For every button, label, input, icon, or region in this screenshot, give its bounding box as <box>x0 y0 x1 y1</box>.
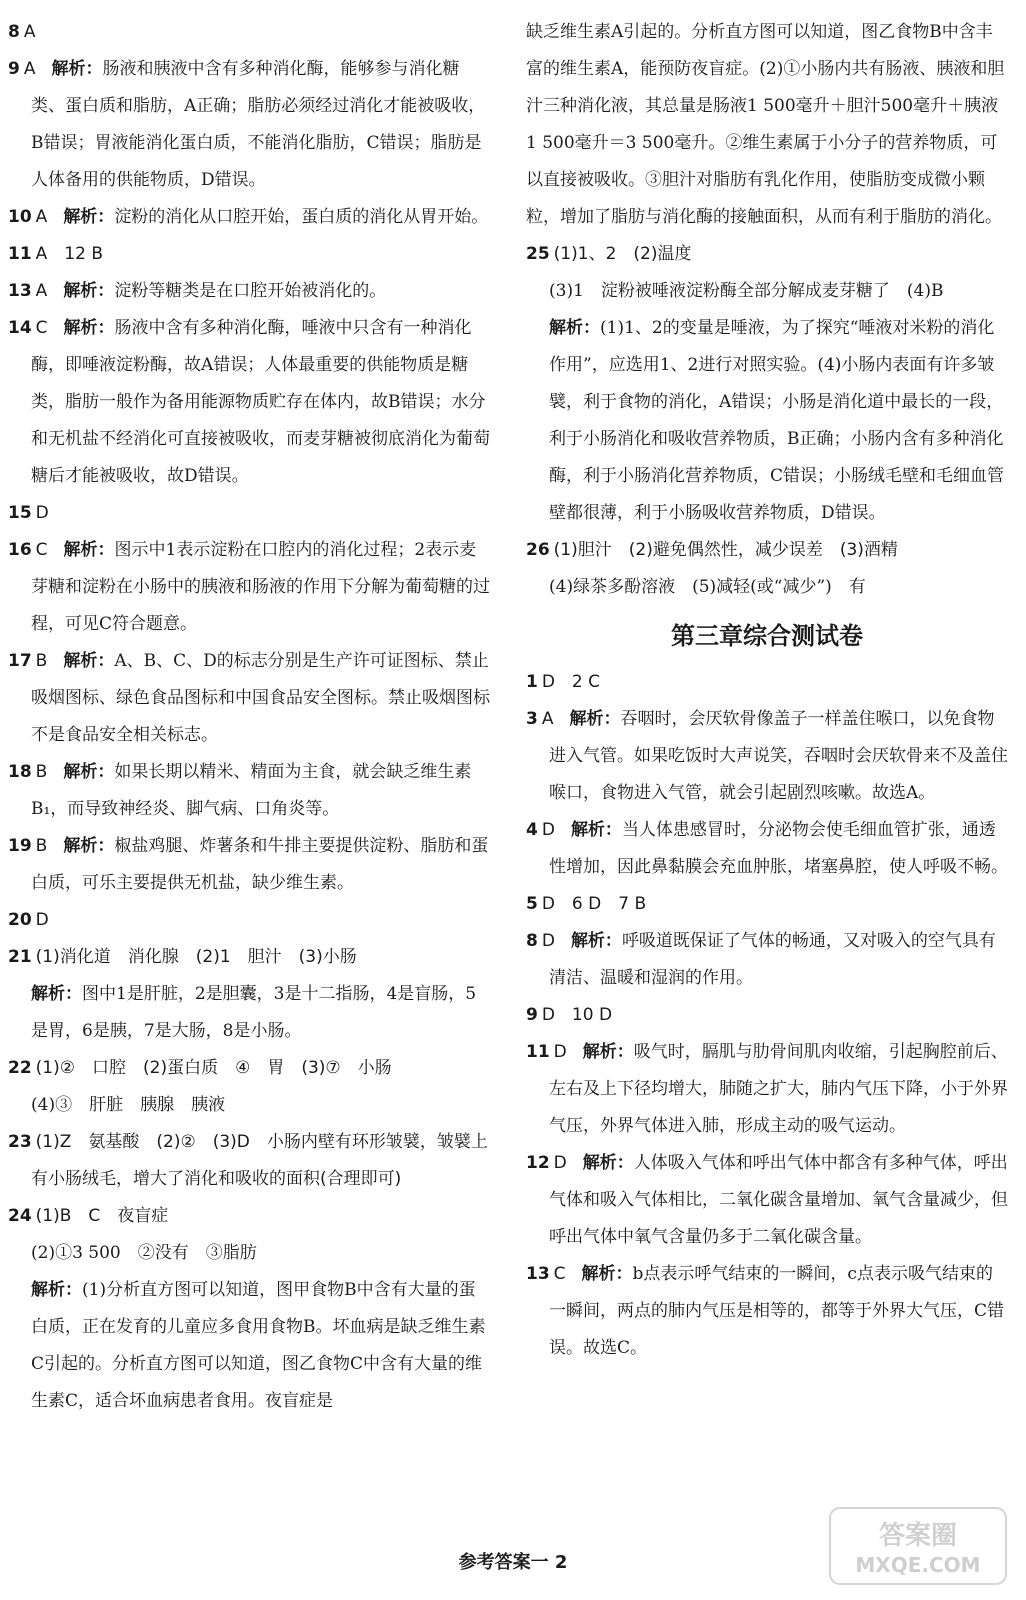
answer-entry <box>8 1124 490 1198</box>
answer-entry <box>526 1034 1008 1145</box>
question-number: 15 <box>8 503 32 523</box>
question-number: 25 <box>526 244 550 264</box>
analysis-label: 解析： <box>582 1153 634 1173</box>
analysis-label: 解析： <box>51 59 103 79</box>
answer-value: (1)② 口腔 (2)蛋白质 ④ 胃 (3)⑦ 小肠 <box>35 1058 392 1078</box>
question-number: 12 <box>526 1153 550 1173</box>
answer-value: D 6 D 7 B <box>541 894 647 914</box>
analysis-text: 吸气时，膈肌与肋骨间肌肉收缩，引起胸腔前后、左右及上下径均增大，肺随之扩大，肺内气压下降，小于外界气压，外界气体进入肺，形成主动的吸气运动。 <box>549 1042 1008 1136</box>
question-number: 16 <box>8 540 32 560</box>
analysis-text: 吞咽时，会厌软骨像盖子一样盖住喉口，以免食物进入气管。如果吃饭时大声说笑，吞咽时会厌软骨来不及盖住喉口，食物进入气管，就会引起剧烈咳嗽。故选A。 <box>549 709 1008 803</box>
answer-value: A <box>541 709 554 729</box>
answer-entry <box>8 14 490 51</box>
question-number: 9 <box>526 1005 538 1025</box>
question-number: 11 <box>526 1042 550 1062</box>
answer-entry <box>526 1256 1008 1367</box>
question-number: 4 <box>526 820 538 840</box>
answer-entry <box>8 495 490 532</box>
answer-value: (1)消化道 消化腺 (2)1 胆汁 (3)小肠 <box>35 947 357 967</box>
analysis-text: A、B、C、D的标志分别是生产许可证图标、禁止吸烟图标、绿色食品图标和中国食品安全图标。禁止吸烟图标不是食品安全相关标志。 <box>31 651 490 745</box>
answer-value: C <box>35 318 48 338</box>
watermark-text-cn: 答案圈 <box>878 1521 958 1551</box>
analysis-text: 淀粉的消化从口腔开始，蛋白质的消化从胃开始。 <box>114 207 489 227</box>
answer-value: A <box>23 22 36 42</box>
answer-entry <box>8 532 490 643</box>
answer-continuation: (4)③ 肝脏 胰腺 胰液 <box>31 1095 226 1115</box>
answers-chapter2-end <box>526 236 1008 606</box>
question-number: 26 <box>526 540 550 560</box>
answer-value: D <box>541 820 555 840</box>
answer-value: A <box>23 59 36 79</box>
answer-value: D <box>35 503 49 523</box>
analysis-text: 如果长期以精米、精面为主食，就会缺乏维生素B₁，而导致神经炎、脚气病、口角炎等。 <box>31 762 472 819</box>
answer-value: D <box>35 910 49 930</box>
question-number: 8 <box>526 931 538 951</box>
answer-entry <box>8 1050 490 1087</box>
answer-entry <box>8 643 490 754</box>
analysis-text: 人体吸入气体和呼出气体中都含有多种气体，呼出气体和吸入气体相比，二氧化碳含量增加、氧气含量减少，但呼出气体中氧气含量仍多于二氧化碳含量。 <box>549 1153 1008 1247</box>
question-number: 13 <box>8 281 32 301</box>
section-title: 第三章综合测试卷 <box>671 622 863 650</box>
analysis-label: 解析： <box>63 207 115 227</box>
analysis-text: 图中1是肝脏，2是胆囊，3是十二指肠，4是盲肠，5是胃，6是胰，7是大肠，8是小肠。 <box>31 984 477 1041</box>
question-number: 13 <box>526 1264 550 1284</box>
answer-entry <box>526 997 1008 1034</box>
answer-value: B <box>35 762 48 782</box>
analysis-text: 呼吸道既保证了气体的畅通，又对吸入的空气具有清洁、温暖和湿润的作用。 <box>549 931 996 988</box>
analysis-text: 图示中1表示淀粉在口腔内的消化过程；2表示麦芽糖和淀粉在小肠中的胰液和肠液的作用下分解为葡萄糖的过程，可见C符合题意。 <box>31 540 490 634</box>
answer-continuation: (2)①3 500 ②没有 ③脂肪 <box>31 1243 257 1263</box>
question-number: 20 <box>8 910 32 930</box>
page-footer: 参考答案一 2 <box>458 1552 568 1573</box>
analysis-label: 解析： <box>570 820 622 840</box>
answer-entry <box>8 199 490 236</box>
question-number: 14 <box>8 318 32 338</box>
answer-continuation: (3)1 淀粉被唾液淀粉酶全部分解成麦芽糖了 (4)B <box>549 281 944 301</box>
answer-value: D <box>541 931 555 951</box>
question-number: 1 <box>526 672 538 692</box>
question-number: 19 <box>8 836 32 856</box>
question-number: 11 <box>8 244 32 264</box>
analysis-label: 解析： <box>63 651 115 671</box>
answer-entry <box>8 310 490 495</box>
answer-value: A 12 B <box>35 244 103 264</box>
answer-entry <box>526 664 1008 701</box>
analysis-block <box>526 310 1008 532</box>
right-column <box>526 14 1008 1367</box>
analysis-text: 当人体患感冒时，分泌物会使毛细血管扩张，通透性增加，因此鼻黏膜会充血肿胀，堵塞鼻腔，使人呼吸不畅。 <box>549 820 1008 877</box>
analysis-label: 解析： <box>569 709 621 729</box>
question-number: 24 <box>8 1206 32 1226</box>
analysis-block <box>8 1272 490 1420</box>
question-number: 3 <box>526 709 538 729</box>
answer-entry <box>8 754 490 828</box>
answer-value: B <box>35 651 48 671</box>
answer-entry <box>8 902 490 939</box>
analysis-label: 解析： <box>31 1280 82 1300</box>
analysis-label: 解析： <box>549 318 600 338</box>
answer-entry <box>8 236 490 273</box>
analysis-label: 解析： <box>63 318 115 338</box>
analysis-text: b点表示呼气结束的一瞬间，c点表示吸气结束的一瞬间，两点的肺内气压是相等的，都等于外界大气压，C错误。故选C。 <box>549 1264 1005 1358</box>
answer-value: (1)Z 氨基酸 (2)② (3)D 小肠内壁有环形皱襞，皱襞上有小肠绒毛，增大了消化和吸收的面积(合理即可) <box>31 1132 488 1189</box>
answer-value: B <box>35 836 48 856</box>
answer-value: (1)1、2 (2)温度 <box>553 244 692 264</box>
analysis-text: 肠液和胰液中含有多种消化酶，能够参与消化糖类、蛋白质和脂肪，A正确；脂肪必须经过消化才能被吸收，B错误；胃液能消化蛋白质，不能消化脂肪，C错误；脂肪是人体备用的供能物质，D错误。 <box>31 59 486 190</box>
answer-value: (1)B C 夜盲症 <box>35 1206 169 1226</box>
analysis-label: 解析： <box>581 1264 633 1284</box>
analysis-block <box>8 976 490 1050</box>
watermark-logo <box>828 1506 1008 1586</box>
answer-value: D 10 D <box>541 1005 613 1025</box>
watermark-text-en: MXQE.COM <box>855 1553 981 1577</box>
answer-entry <box>8 273 490 310</box>
analysis-label: 解析： <box>63 540 115 560</box>
question-number: 8 <box>8 22 20 42</box>
answer-entry <box>526 886 1008 923</box>
analysis-label: 解析： <box>63 762 115 782</box>
analysis-text: (1)分析直方图可以知道，图甲食物B中含有大量的蛋白质，正在发育的儿童应多食用食物B。坏血病是缺乏维生素C引起的。分析直方图可以知道，图乙食物C中含有大量的维生素C，适合坏血病患者食用。夜盲症是 <box>31 1280 486 1411</box>
analysis-text: 肠液中含有多种消化酶，唾液中只含有一种消化酶，即唾液淀粉酶，故A错误；人体最重要的供能物质是糖类，脂肪一般作为备用能源物质贮存在体内，故B错误；水分和无机盐不经消化可直接被吸收，而麦芽糖被彻底消化为葡萄糖后才能被吸收，故D错误。 <box>31 318 490 486</box>
analysis-label: 解析： <box>570 931 622 951</box>
answer-entry <box>526 701 1008 812</box>
answer-continuation: (4)绿茶多酚溶液 (5)减轻(或“减少”) 有 <box>549 577 866 597</box>
question-number: 5 <box>526 894 538 914</box>
analysis-label: 解析： <box>63 281 115 301</box>
question-number: 10 <box>8 207 32 227</box>
answer-entry <box>526 532 1008 569</box>
analysis-text: (1)1、2的变量是唾液，为了探究“唾液对米粉的消化作用”，应选用1、2进行对照实验。(4)小肠内表面有许多皱襞，利于食物的消化，A错误；小肠是消化道中最长的一段，利于小肠消化和吸收营养物质，B正确；小肠内含有多种消化酶，利于小肠消化营养物质，C错误；小肠绒毛壁和毛细血管壁都很薄，利于小肠吸收营养物质，D错误。 <box>549 318 1005 523</box>
question-number: 21 <box>8 947 32 967</box>
question-number: 18 <box>8 762 32 782</box>
answer-entry <box>526 812 1008 886</box>
analysis-text: 椒盐鸡腿、炸薯条和牛排主要提供淀粉、脂肪和蛋白质，可乐主要提供无机盐，缺少维生素。 <box>31 836 489 893</box>
question-number: 17 <box>8 651 32 671</box>
analysis-label: 解析： <box>63 836 115 856</box>
analysis-label: 解析： <box>582 1042 634 1062</box>
answer-entry <box>526 923 1008 997</box>
answer-entry <box>8 1198 490 1235</box>
answer-entry <box>8 51 490 199</box>
answer-value: D <box>553 1153 567 1173</box>
question-number: 9 <box>8 59 20 79</box>
answer-value: D 2 C <box>541 672 601 692</box>
analysis-label: 解析： <box>31 984 82 1004</box>
answer-value: A <box>35 207 48 227</box>
question-number: 22 <box>8 1058 32 1078</box>
question-number: 23 <box>8 1132 32 1152</box>
answer-entry <box>526 1145 1008 1256</box>
answer-value: (1)胆汁 (2)避免偶然性，减少误差 (3)酒精 <box>553 540 898 560</box>
continued-text: 缺乏维生素A引起的。分析直方图可以知道，图乙食物B中含丰富的维生素A，能预防夜盲症。(2)①小肠内共有肠液、胰液和胆汁三种消化液，其总量是肠液1 500毫升＋胆汁500毫升＋胰液1 500毫升＝3 500毫升。②维生素属于小分子的营养物质，可以直接被吸收。③胆汁对脂肪有乳化作用，使脂肪变成微小颗粒，增加了脂肪与消化酶的接触面积，从而有利于脂肪的消化。 <box>526 22 1005 227</box>
answer-value: A <box>35 281 48 301</box>
answer-entry <box>526 236 1008 273</box>
answer-value: C <box>35 540 48 560</box>
answer-entry <box>8 939 490 976</box>
answer-value: C <box>553 1264 566 1284</box>
left-column <box>8 14 490 1420</box>
answers-chapter3 <box>526 664 1008 1367</box>
answer-entry <box>8 828 490 902</box>
answer-value: D <box>553 1042 567 1062</box>
analysis-text: 淀粉等糖类是在口腔开始被消化的。 <box>114 281 387 301</box>
